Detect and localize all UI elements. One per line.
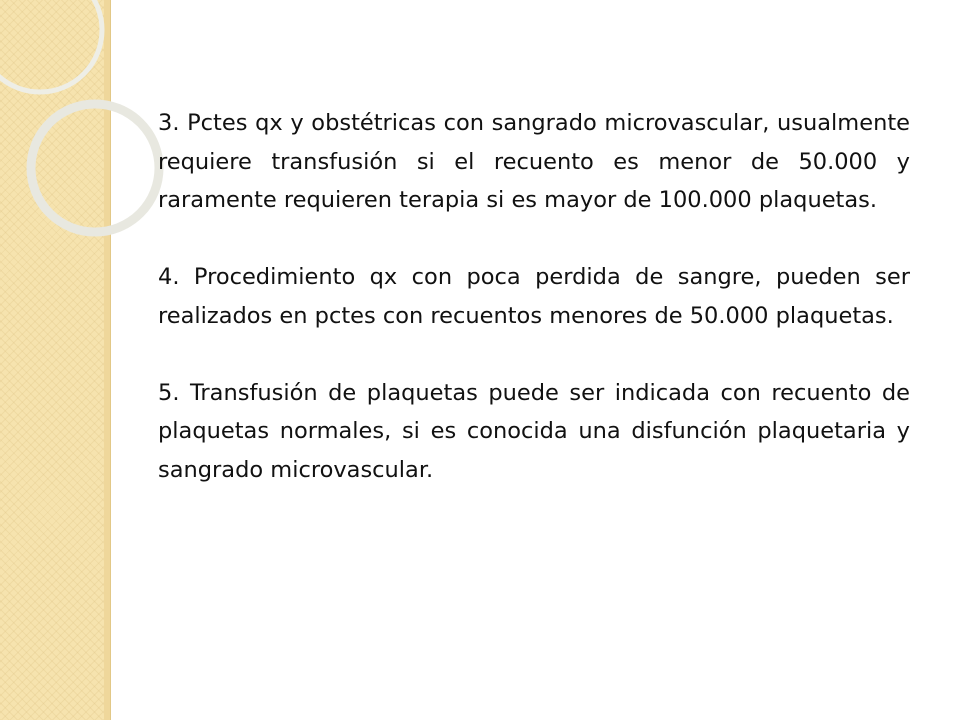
paragraph-3: 3. Pctes qx y obstétricas con sangrado microvascular, usualmente requiere transfusión si el recuento es menor de 50.000 y raramente requieren terapia si es mayor de 100.000 plaquetas. — [158, 110, 910, 213]
sidebar-edge — [104, 0, 111, 720]
sidebar-background — [0, 0, 104, 720]
paragraph-4: 4. Procedimiento qx con poca perdida de sangre, pueden ser realizados en pctes con recuentos menores de 50.000 plaquetas. — [158, 264, 910, 329]
slide-body — [158, 104, 910, 528]
paragraph-5: 5. Transfusión de plaquetas puede ser indicada con recuento de plaquetas normales, si es conocida una disfunción plaquetaria y sangrado microvascular. — [158, 379, 910, 483]
